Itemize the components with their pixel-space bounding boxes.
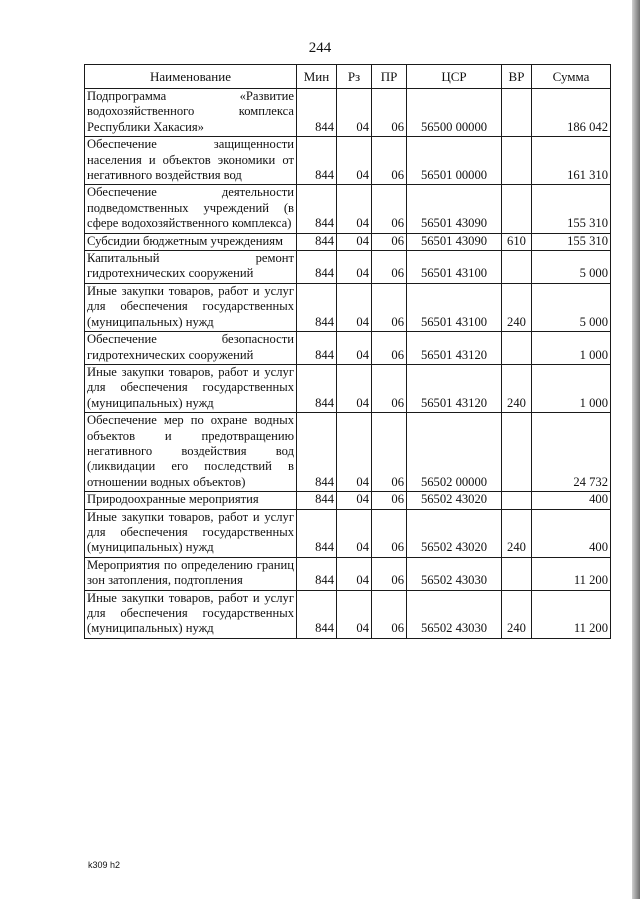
table-row (85, 590, 611, 638)
row-min: 844 (297, 89, 337, 137)
row-sum: 5 000 (532, 251, 611, 284)
row-rz: 04 (337, 137, 372, 185)
row-min: 844 (297, 233, 337, 250)
row-vr (502, 492, 532, 509)
row-min: 844 (297, 509, 337, 557)
row-min: 844 (297, 185, 337, 233)
row-vr (502, 89, 532, 137)
row-csr: 56500 00000 (407, 89, 502, 137)
row-csr: 56502 43020 (407, 509, 502, 557)
row-vr: 240 (502, 364, 532, 412)
row-rz: 04 (337, 332, 372, 365)
header-rz: Рз (337, 65, 372, 89)
table-row (85, 364, 611, 412)
row-vr: 240 (502, 590, 532, 638)
row-csr: 56501 43090 (407, 233, 502, 250)
row-name: Иные закупки товаров, работ и услуг для обеспечения государственных (муниципальных) нужд (85, 283, 297, 331)
row-vr: 240 (502, 283, 532, 331)
row-min: 844 (297, 137, 337, 185)
row-csr: 56501 43120 (407, 332, 502, 365)
row-sum: 155 310 (532, 185, 611, 233)
row-name: Мероприятия по определению границ зон затопления, подтопления (85, 557, 297, 590)
row-rz: 04 (337, 251, 372, 284)
table-row (85, 283, 611, 331)
row-csr: 56501 43090 (407, 185, 502, 233)
row-name: Природоохранные мероприятия (85, 492, 297, 509)
row-rz: 04 (337, 233, 372, 250)
table-header-row (85, 65, 611, 89)
row-pr: 06 (372, 89, 407, 137)
row-min: 844 (297, 492, 337, 509)
row-name: Субсидии бюджетным учреждениям (85, 233, 297, 250)
row-csr: 56501 00000 (407, 137, 502, 185)
table-row (85, 413, 611, 492)
row-vr: 610 (502, 233, 532, 250)
header-csr: ЦСР (407, 65, 502, 89)
table-row (85, 492, 611, 509)
row-pr: 06 (372, 332, 407, 365)
row-name: Иные закупки товаров, работ и услуг для обеспечения государственных (муниципальных) нужд (85, 364, 297, 412)
table-row (85, 89, 611, 137)
row-pr: 06 (372, 557, 407, 590)
row-min: 844 (297, 283, 337, 331)
row-rz: 04 (337, 89, 372, 137)
row-rz: 04 (337, 557, 372, 590)
row-pr: 06 (372, 185, 407, 233)
row-rz: 04 (337, 590, 372, 638)
row-csr: 56502 43030 (407, 590, 502, 638)
budget-table (84, 64, 611, 639)
header-vr: ВР (502, 65, 532, 89)
row-sum: 11 200 (532, 590, 611, 638)
row-name: Обеспечение деятельности подведомственных учреждений (в сфере водохозяйственного комплекса) (85, 185, 297, 233)
header-pr: ПР (372, 65, 407, 89)
row-pr: 06 (372, 413, 407, 492)
row-pr: 06 (372, 364, 407, 412)
row-csr: 56502 43020 (407, 492, 502, 509)
row-rz: 04 (337, 492, 372, 509)
table-row (85, 251, 611, 284)
table-row (85, 137, 611, 185)
header-sum: Сумма (532, 65, 611, 89)
row-pr: 06 (372, 233, 407, 250)
table-row (85, 509, 611, 557)
header-min: Мин (297, 65, 337, 89)
row-pr: 06 (372, 283, 407, 331)
row-name: Обеспечение безопасности гидротехнических сооружений (85, 332, 297, 365)
row-sum: 400 (532, 509, 611, 557)
row-name: Обеспечение мер по охране водных объектов и предотвращению негативного воздействия вод (ликвидации его последствий в отношении водных объектов) (85, 413, 297, 492)
row-rz: 04 (337, 413, 372, 492)
row-rz: 04 (337, 364, 372, 412)
row-pr: 06 (372, 137, 407, 185)
scan-edge-shadow (632, 0, 640, 899)
row-vr (502, 557, 532, 590)
page-number: 244 (308, 40, 332, 56)
row-sum: 11 200 (532, 557, 611, 590)
row-rz: 04 (337, 283, 372, 331)
row-name: Иные закупки товаров, работ и услуг для обеспечения государственных (муниципальных) нужд (85, 590, 297, 638)
row-sum: 1 000 (532, 364, 611, 412)
row-pr: 06 (372, 251, 407, 284)
row-pr: 06 (372, 590, 407, 638)
row-sum: 5 000 (532, 283, 611, 331)
row-vr (502, 251, 532, 284)
row-sum: 186 042 (532, 89, 611, 137)
row-min: 844 (297, 557, 337, 590)
row-csr: 56501 43100 (407, 283, 502, 331)
row-csr: 56502 00000 (407, 413, 502, 492)
row-csr: 56501 43100 (407, 251, 502, 284)
row-vr (502, 137, 532, 185)
row-pr: 06 (372, 492, 407, 509)
row-sum: 155 310 (532, 233, 611, 250)
row-csr: 56502 43030 (407, 557, 502, 590)
row-sum: 1 000 (532, 332, 611, 365)
row-vr (502, 185, 532, 233)
row-min: 844 (297, 251, 337, 284)
row-name: Подпрограмма «Развитие водохозяйственного комплекса Республики Хакасия» (85, 89, 297, 137)
row-name: Капитальный ремонт гидротехнических сооружений (85, 251, 297, 284)
row-rz: 04 (337, 185, 372, 233)
row-vr (502, 332, 532, 365)
row-vr (502, 413, 532, 492)
row-min: 844 (297, 364, 337, 412)
row-pr: 06 (372, 509, 407, 557)
row-sum: 400 (532, 492, 611, 509)
header-name: Наименование (85, 65, 297, 89)
row-min: 844 (297, 590, 337, 638)
row-name: Обеспечение защищенности населения и объектов экономики от негативного воздействия вод (85, 137, 297, 185)
row-min: 844 (297, 332, 337, 365)
row-csr: 56501 43120 (407, 364, 502, 412)
row-name: Иные закупки товаров, работ и услуг для обеспечения государственных (муниципальных) нужд (85, 509, 297, 557)
table-row (85, 185, 611, 233)
table-row (85, 557, 611, 590)
row-rz: 04 (337, 509, 372, 557)
table-row (85, 233, 611, 250)
row-sum: 24 732 (532, 413, 611, 492)
row-sum: 161 310 (532, 137, 611, 185)
table-row (85, 332, 611, 365)
row-min: 844 (297, 413, 337, 492)
row-vr: 240 (502, 509, 532, 557)
footer-code: k309 h2 (88, 860, 121, 870)
